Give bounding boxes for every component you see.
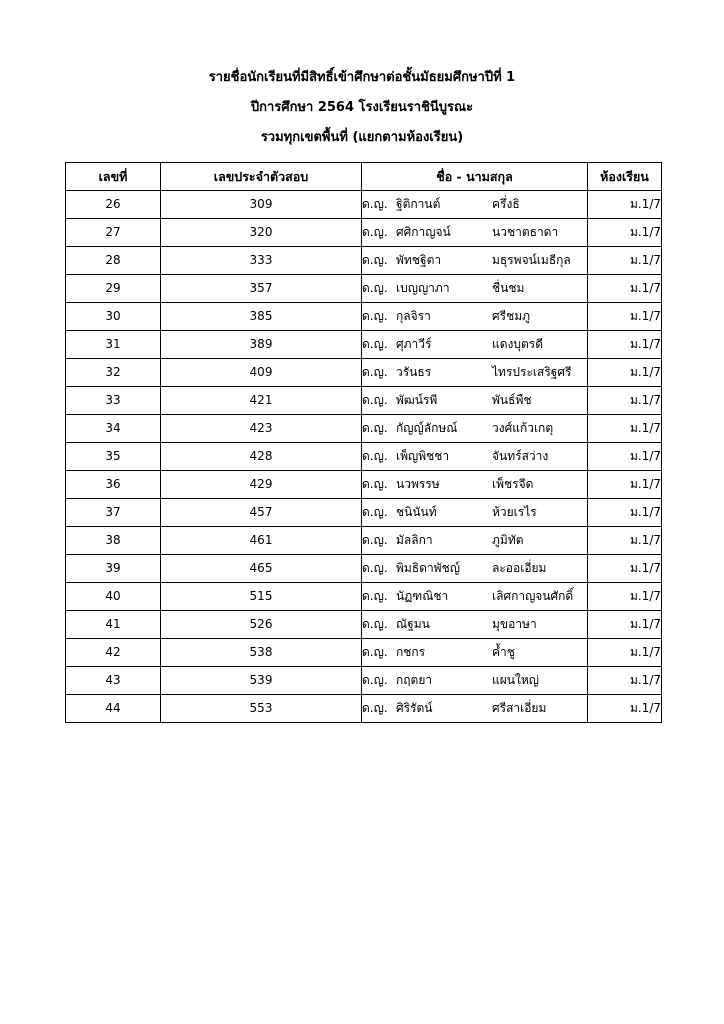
exam-id-cell: 526 (161, 611, 362, 639)
first-name: วรันธร (396, 365, 432, 379)
student-number-cell: 34 (66, 415, 161, 443)
name-title: ด.ญ. (362, 365, 388, 379)
classroom-cell: ม.1/7 (588, 303, 662, 331)
classroom-cell: ม.1/7 (588, 471, 662, 499)
classroom-cell: ม.1/7 (588, 275, 662, 303)
student-number-cell: 27 (66, 219, 161, 247)
exam-id-cell: 320 (161, 219, 362, 247)
exam-id-cell: 515 (161, 583, 362, 611)
name-title: ด.ญ. (362, 645, 388, 659)
table-row (66, 387, 662, 415)
column-header-name: ชื่อ - นามสกุล (362, 163, 588, 191)
student-number-cell: 36 (66, 471, 161, 499)
name-title: ด.ญ. (362, 561, 388, 575)
name-title: ด.ญ. (362, 197, 388, 211)
classroom-cell: ม.1/7 (588, 583, 662, 611)
last-name: นวชาตธาดา (492, 225, 559, 239)
document-subtitle-scope: รวมทุกเขตพื้นที่ (แยกตามห้องเรียน) (260, 130, 464, 145)
document-subtitle-year-school: ปีการศึกษา 2564 โรงเรียนราชินีบูรณะ (250, 100, 474, 115)
table-row (66, 219, 662, 247)
table-row (66, 611, 662, 639)
name-title: ด.ญ. (362, 589, 388, 603)
last-name: ศรีสาเอี่ยม (492, 701, 547, 715)
first-name: กุลจิรา (396, 309, 431, 323)
student-number-cell: 29 (66, 275, 161, 303)
student-name-cell (362, 667, 588, 695)
last-name: แผนใหญ่ (492, 673, 539, 687)
name-title: ด.ญ. (362, 449, 388, 463)
student-number-cell: 41 (66, 611, 161, 639)
column-header-number: เลขที่ (66, 163, 161, 191)
last-name: แดงบุตรดี (492, 337, 544, 351)
exam-id-cell: 333 (161, 247, 362, 275)
name-title: ด.ญ. (362, 253, 388, 267)
last-name: ไทรประเสริฐศรี (492, 365, 572, 379)
table-row (66, 667, 662, 695)
first-name: กฤตยา (396, 673, 433, 687)
exam-id-cell: 309 (161, 191, 362, 219)
name-title: ด.ญ. (362, 673, 388, 687)
student-name-cell (362, 639, 588, 667)
column-header-room: ห้องเรียน (588, 163, 662, 191)
classroom-cell: ม.1/7 (588, 359, 662, 387)
first-name: พัฒน์รพี (396, 393, 438, 407)
student-number-cell: 42 (66, 639, 161, 667)
exam-id-cell: 429 (161, 471, 362, 499)
last-name: ชื่นชม (492, 281, 525, 295)
name-title: ด.ญ. (362, 477, 388, 491)
student-number-cell: 33 (66, 387, 161, 415)
student-name-cell (362, 219, 588, 247)
student-name-cell (362, 275, 588, 303)
table-row (66, 527, 662, 555)
student-number-cell: 32 (66, 359, 161, 387)
column-header-exam-id: เลขประจำตัวสอบ (161, 163, 362, 191)
table-row (66, 359, 662, 387)
first-name: เพ็ญพิชชา (396, 449, 450, 463)
table-row (66, 443, 662, 471)
name-title: ด.ญ. (362, 617, 388, 631)
classroom-cell: ม.1/7 (588, 639, 662, 667)
first-name: ศิริรัตน์ (396, 701, 433, 715)
table-row (66, 499, 662, 527)
table-row (66, 247, 662, 275)
student-name-cell (362, 247, 588, 275)
student-number-cell: 39 (66, 555, 161, 583)
exam-id-cell: 553 (161, 695, 362, 723)
roster-body (66, 191, 662, 723)
exam-id-cell: 385 (161, 303, 362, 331)
student-name-cell (362, 555, 588, 583)
last-name: จันทร์สว่าง (492, 449, 549, 463)
student-name-cell (362, 471, 588, 499)
classroom-cell: ม.1/7 (588, 527, 662, 555)
first-name: กัญญ์ลักษณ์ (396, 421, 458, 435)
classroom-cell: ม.1/7 (588, 331, 662, 359)
last-name: ละออเอี่ยม (492, 561, 547, 575)
last-name: เพ็ชรจีด (492, 477, 534, 491)
first-name: ณัฐมน (396, 617, 430, 631)
student-name-cell (362, 191, 588, 219)
student-name-cell (362, 527, 588, 555)
document-title: รายชื่อนักเรียนที่มีสิทธิ์เข้าศึกษาต่อชั้นมัธยมศึกษาปีที่ 1 (208, 70, 516, 85)
name-title: ด.ญ. (362, 281, 388, 295)
student-number-cell: 35 (66, 443, 161, 471)
table-row (66, 555, 662, 583)
student-name-cell (362, 415, 588, 443)
classroom-cell: ม.1/7 (588, 499, 662, 527)
table-row (66, 639, 662, 667)
last-name: พันธ์พืช (492, 393, 532, 407)
student-name-cell (362, 359, 588, 387)
table-row (66, 695, 662, 723)
table-header-row (66, 163, 662, 191)
student-name-cell (362, 611, 588, 639)
name-title: ด.ญ. (362, 701, 388, 715)
exam-id-cell: 538 (161, 639, 362, 667)
first-name: ฐิติกานต์ (396, 197, 441, 211)
first-name: พัทชฐิตา (396, 253, 442, 267)
student-name-cell (362, 331, 588, 359)
name-title: ด.ญ. (362, 225, 388, 239)
first-name: พิมธิดาพัชญ์ (396, 561, 460, 575)
exam-id-cell: 539 (161, 667, 362, 695)
first-name: กชกร (396, 645, 426, 659)
student-number-cell: 26 (66, 191, 161, 219)
exam-id-cell: 457 (161, 499, 362, 527)
exam-id-cell: 428 (161, 443, 362, 471)
name-title: ด.ญ. (362, 309, 388, 323)
classroom-cell: ม.1/7 (588, 247, 662, 275)
table-row (66, 471, 662, 499)
name-title: ด.ญ. (362, 505, 388, 519)
last-name: ห้วยเรไร (492, 505, 537, 519)
student-number-cell: 37 (66, 499, 161, 527)
table-row (66, 415, 662, 443)
classroom-cell: ม.1/7 (588, 191, 662, 219)
student-name-cell (362, 303, 588, 331)
first-name: ชนินันท์ (396, 505, 437, 519)
classroom-cell: ม.1/7 (588, 611, 662, 639)
first-name: ศุภาวีร์ (396, 337, 432, 351)
student-name-cell (362, 443, 588, 471)
classroom-cell: ม.1/7 (588, 415, 662, 443)
classroom-cell: ม.1/7 (588, 695, 662, 723)
name-title: ด.ญ. (362, 421, 388, 435)
student-name-cell (362, 695, 588, 723)
first-name: เบญญาภา (396, 281, 450, 295)
student-number-cell: 28 (66, 247, 161, 275)
classroom-cell: ม.1/7 (588, 667, 662, 695)
student-name-cell (362, 583, 588, 611)
student-number-cell: 30 (66, 303, 161, 331)
exam-id-cell: 461 (161, 527, 362, 555)
student-number-cell: 44 (66, 695, 161, 723)
first-name: มัลลิกา (396, 533, 433, 547)
exam-id-cell: 409 (161, 359, 362, 387)
last-name: มธุรพจน์เมธีกุล (492, 253, 571, 267)
student-name-cell (362, 387, 588, 415)
table-row (66, 303, 662, 331)
classroom-cell: ม.1/7 (588, 219, 662, 247)
table-row (66, 583, 662, 611)
last-name: มุขอาษา (492, 617, 537, 631)
name-title: ด.ญ. (362, 337, 388, 351)
classroom-cell: ม.1/7 (588, 555, 662, 583)
last-name: ครึ่งธิ (492, 197, 520, 211)
exam-id-cell: 421 (161, 387, 362, 415)
student-number-cell: 40 (66, 583, 161, 611)
last-name: วงศ์แก้วเกตุ (492, 421, 554, 435)
table-row (66, 275, 662, 303)
student-number-cell: 31 (66, 331, 161, 359)
name-title: ด.ญ. (362, 393, 388, 407)
last-name: เลิศกาญจนศักดิ์ (492, 589, 574, 603)
exam-id-cell: 423 (161, 415, 362, 443)
classroom-cell: ม.1/7 (588, 387, 662, 415)
name-title: ด.ญ. (362, 533, 388, 547)
exam-id-cell: 389 (161, 331, 362, 359)
first-name: ศศิกาญจน์ (396, 225, 451, 239)
first-name: นัฏฑณิชา (396, 589, 449, 603)
last-name: ค้ำชู (492, 645, 515, 659)
last-name: ภูมิทัต (492, 533, 524, 547)
classroom-cell: ม.1/7 (588, 443, 662, 471)
document-header (0, 68, 724, 158)
exam-id-cell: 357 (161, 275, 362, 303)
student-roster-table (65, 162, 662, 723)
first-name: นวพรรษ (396, 477, 440, 491)
exam-id-cell: 465 (161, 555, 362, 583)
table-row (66, 191, 662, 219)
table-row (66, 331, 662, 359)
student-number-cell: 38 (66, 527, 161, 555)
last-name: ศรีชมภู (492, 309, 531, 323)
student-number-cell: 43 (66, 667, 161, 695)
student-name-cell (362, 499, 588, 527)
